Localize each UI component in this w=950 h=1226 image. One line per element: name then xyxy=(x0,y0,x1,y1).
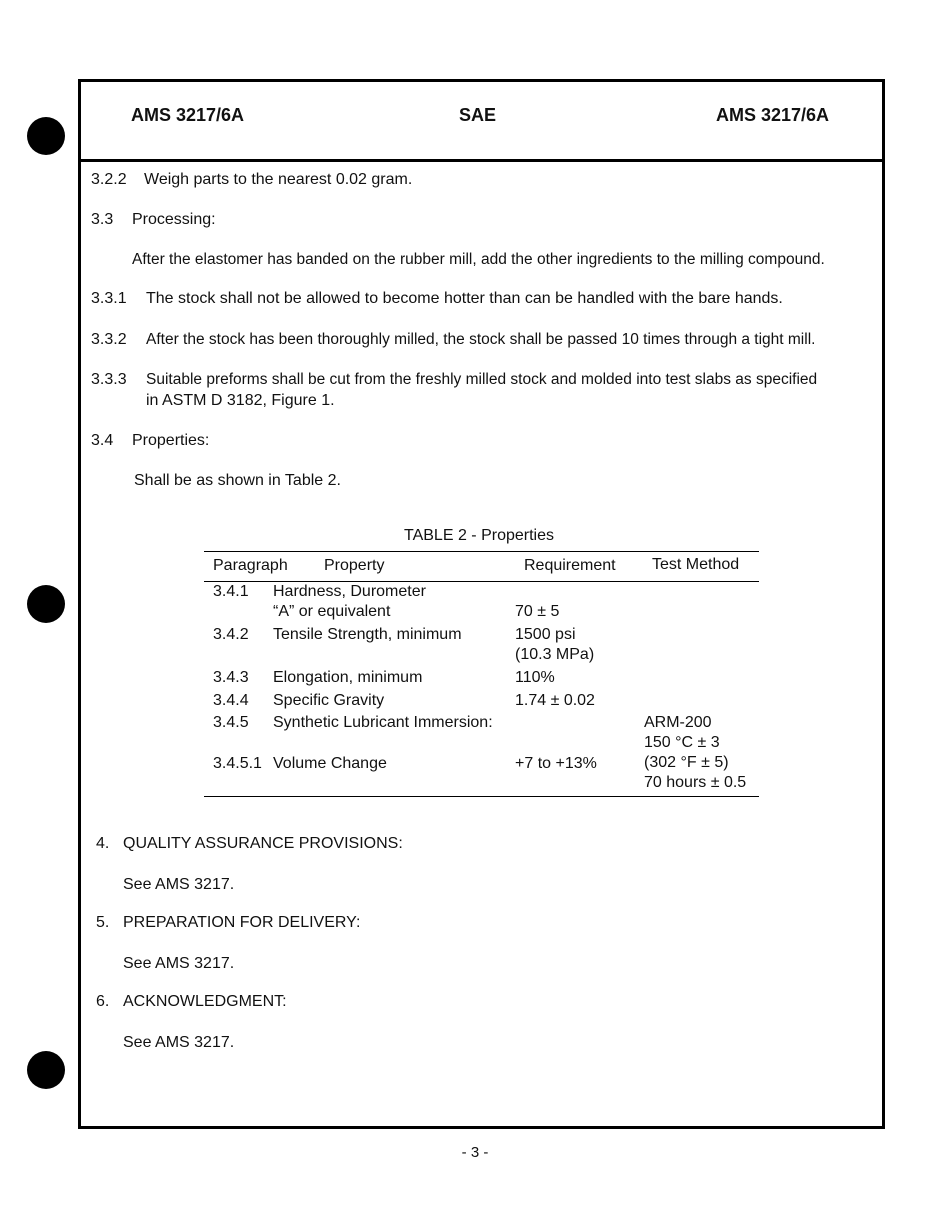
table-cell-paragraph: 3.4.4 xyxy=(213,692,249,709)
section-heading: ACKNOWLEDGMENT: xyxy=(123,993,287,1010)
table-cell-paragraph: 3.4.3 xyxy=(213,669,249,686)
table-cell-property: Volume Change xyxy=(273,755,387,772)
section-number: 3.3.3 xyxy=(91,371,127,388)
section-text: After the stock has been thoroughly milled, the stock shall be passed 10 times through a tight mill. xyxy=(146,331,816,348)
section-number: 4. xyxy=(96,835,110,852)
paragraph: Shall be as shown in Table 2. xyxy=(134,472,341,489)
section-number: 3.3.1 xyxy=(91,290,127,307)
paragraph: After the elastomer has banded on the rubber mill, add the other ingredients to the milling compound. xyxy=(132,251,825,268)
table-cell-property-continued: “A” or equivalent xyxy=(273,603,391,620)
punch-hole-top xyxy=(27,117,65,155)
table-cell-test-method-continued: 150 °C ± 3 xyxy=(644,734,720,751)
column-header-paragraph: Paragraph xyxy=(213,557,288,574)
table-cell-requirement: +7 to +13% xyxy=(515,755,597,772)
column-header-property: Property xyxy=(324,557,385,574)
table-cell-test-method-continued: 70 hours ± 0.5 xyxy=(644,774,747,791)
section-number: 5. xyxy=(96,914,110,931)
table-cell-test-method: ARM-200 xyxy=(644,714,712,731)
section-text: Weigh parts to the nearest 0.02 gram. xyxy=(144,171,413,188)
table-cell-paragraph: 3.4.5 xyxy=(213,714,249,731)
section-number: 3.3.2 xyxy=(91,331,127,348)
table-cell-property: Elongation, minimum xyxy=(273,669,423,686)
paragraph: See AMS 3217. xyxy=(123,955,235,972)
section-number: 3.3 xyxy=(91,211,114,228)
table-cell-requirement: 70 ± 5 xyxy=(515,603,560,620)
header-doc-id-left: AMS 3217/6A xyxy=(131,105,245,125)
table-cell-requirement: 110% xyxy=(515,669,555,686)
paragraph: See AMS 3217. xyxy=(123,876,235,893)
table-cell-property: Synthetic Lubricant Immersion: xyxy=(273,714,493,731)
column-header-requirement: Requirement xyxy=(524,557,616,574)
page-number: - 3 - xyxy=(461,1144,489,1161)
section-heading: PREPARATION FOR DELIVERY: xyxy=(123,914,361,931)
section-number: 3.2.2 xyxy=(91,171,127,188)
section-heading: Properties: xyxy=(132,432,210,449)
section-text: The stock shall not be allowed to become hotter than can be handled with the bare hands. xyxy=(146,290,783,307)
section-text-continued: in ASTM D 3182, Figure 1. xyxy=(146,392,335,409)
table-cell-requirement: 1500 psi xyxy=(515,626,576,643)
paragraph: See AMS 3217. xyxy=(123,1034,235,1051)
punch-hole-bottom xyxy=(27,1051,65,1089)
table-top-rule xyxy=(204,551,759,552)
section-number: 3.4 xyxy=(91,432,114,449)
header-org: SAE xyxy=(459,105,497,125)
table-cell-property: Tensile Strength, minimum xyxy=(273,626,462,643)
header-doc-id-right: AMS 3217/6A xyxy=(716,105,830,125)
section-number: 6. xyxy=(96,993,110,1010)
table-cell-property: Specific Gravity xyxy=(273,692,385,709)
table-cell-paragraph: 3.4.1 xyxy=(213,583,249,600)
column-header-test-method: Test Method xyxy=(652,556,740,573)
table-cell-requirement-continued: (10.3 MPa) xyxy=(515,646,595,663)
table-cell-property: Hardness, Durometer xyxy=(273,583,426,600)
section-heading: QUALITY ASSURANCE PROVISIONS: xyxy=(123,835,403,852)
table-header-rule xyxy=(204,581,759,582)
table-caption: TABLE 2 - Properties xyxy=(404,527,554,544)
table-cell-paragraph: 3.4.5.1 xyxy=(213,755,262,772)
section-heading: Processing: xyxy=(132,211,216,228)
section-text: Suitable preforms shall be cut from the freshly milled stock and molded into test slabs as specified xyxy=(146,371,818,388)
table-cell-test-method: (302 °F ± 5) xyxy=(644,754,729,771)
table-cell-paragraph: 3.4.2 xyxy=(213,626,249,643)
table-bottom-rule xyxy=(204,796,759,797)
punch-hole-middle xyxy=(27,585,65,623)
header-divider xyxy=(78,159,885,162)
table-cell-requirement: 1.74 ± 0.02 xyxy=(515,692,595,709)
